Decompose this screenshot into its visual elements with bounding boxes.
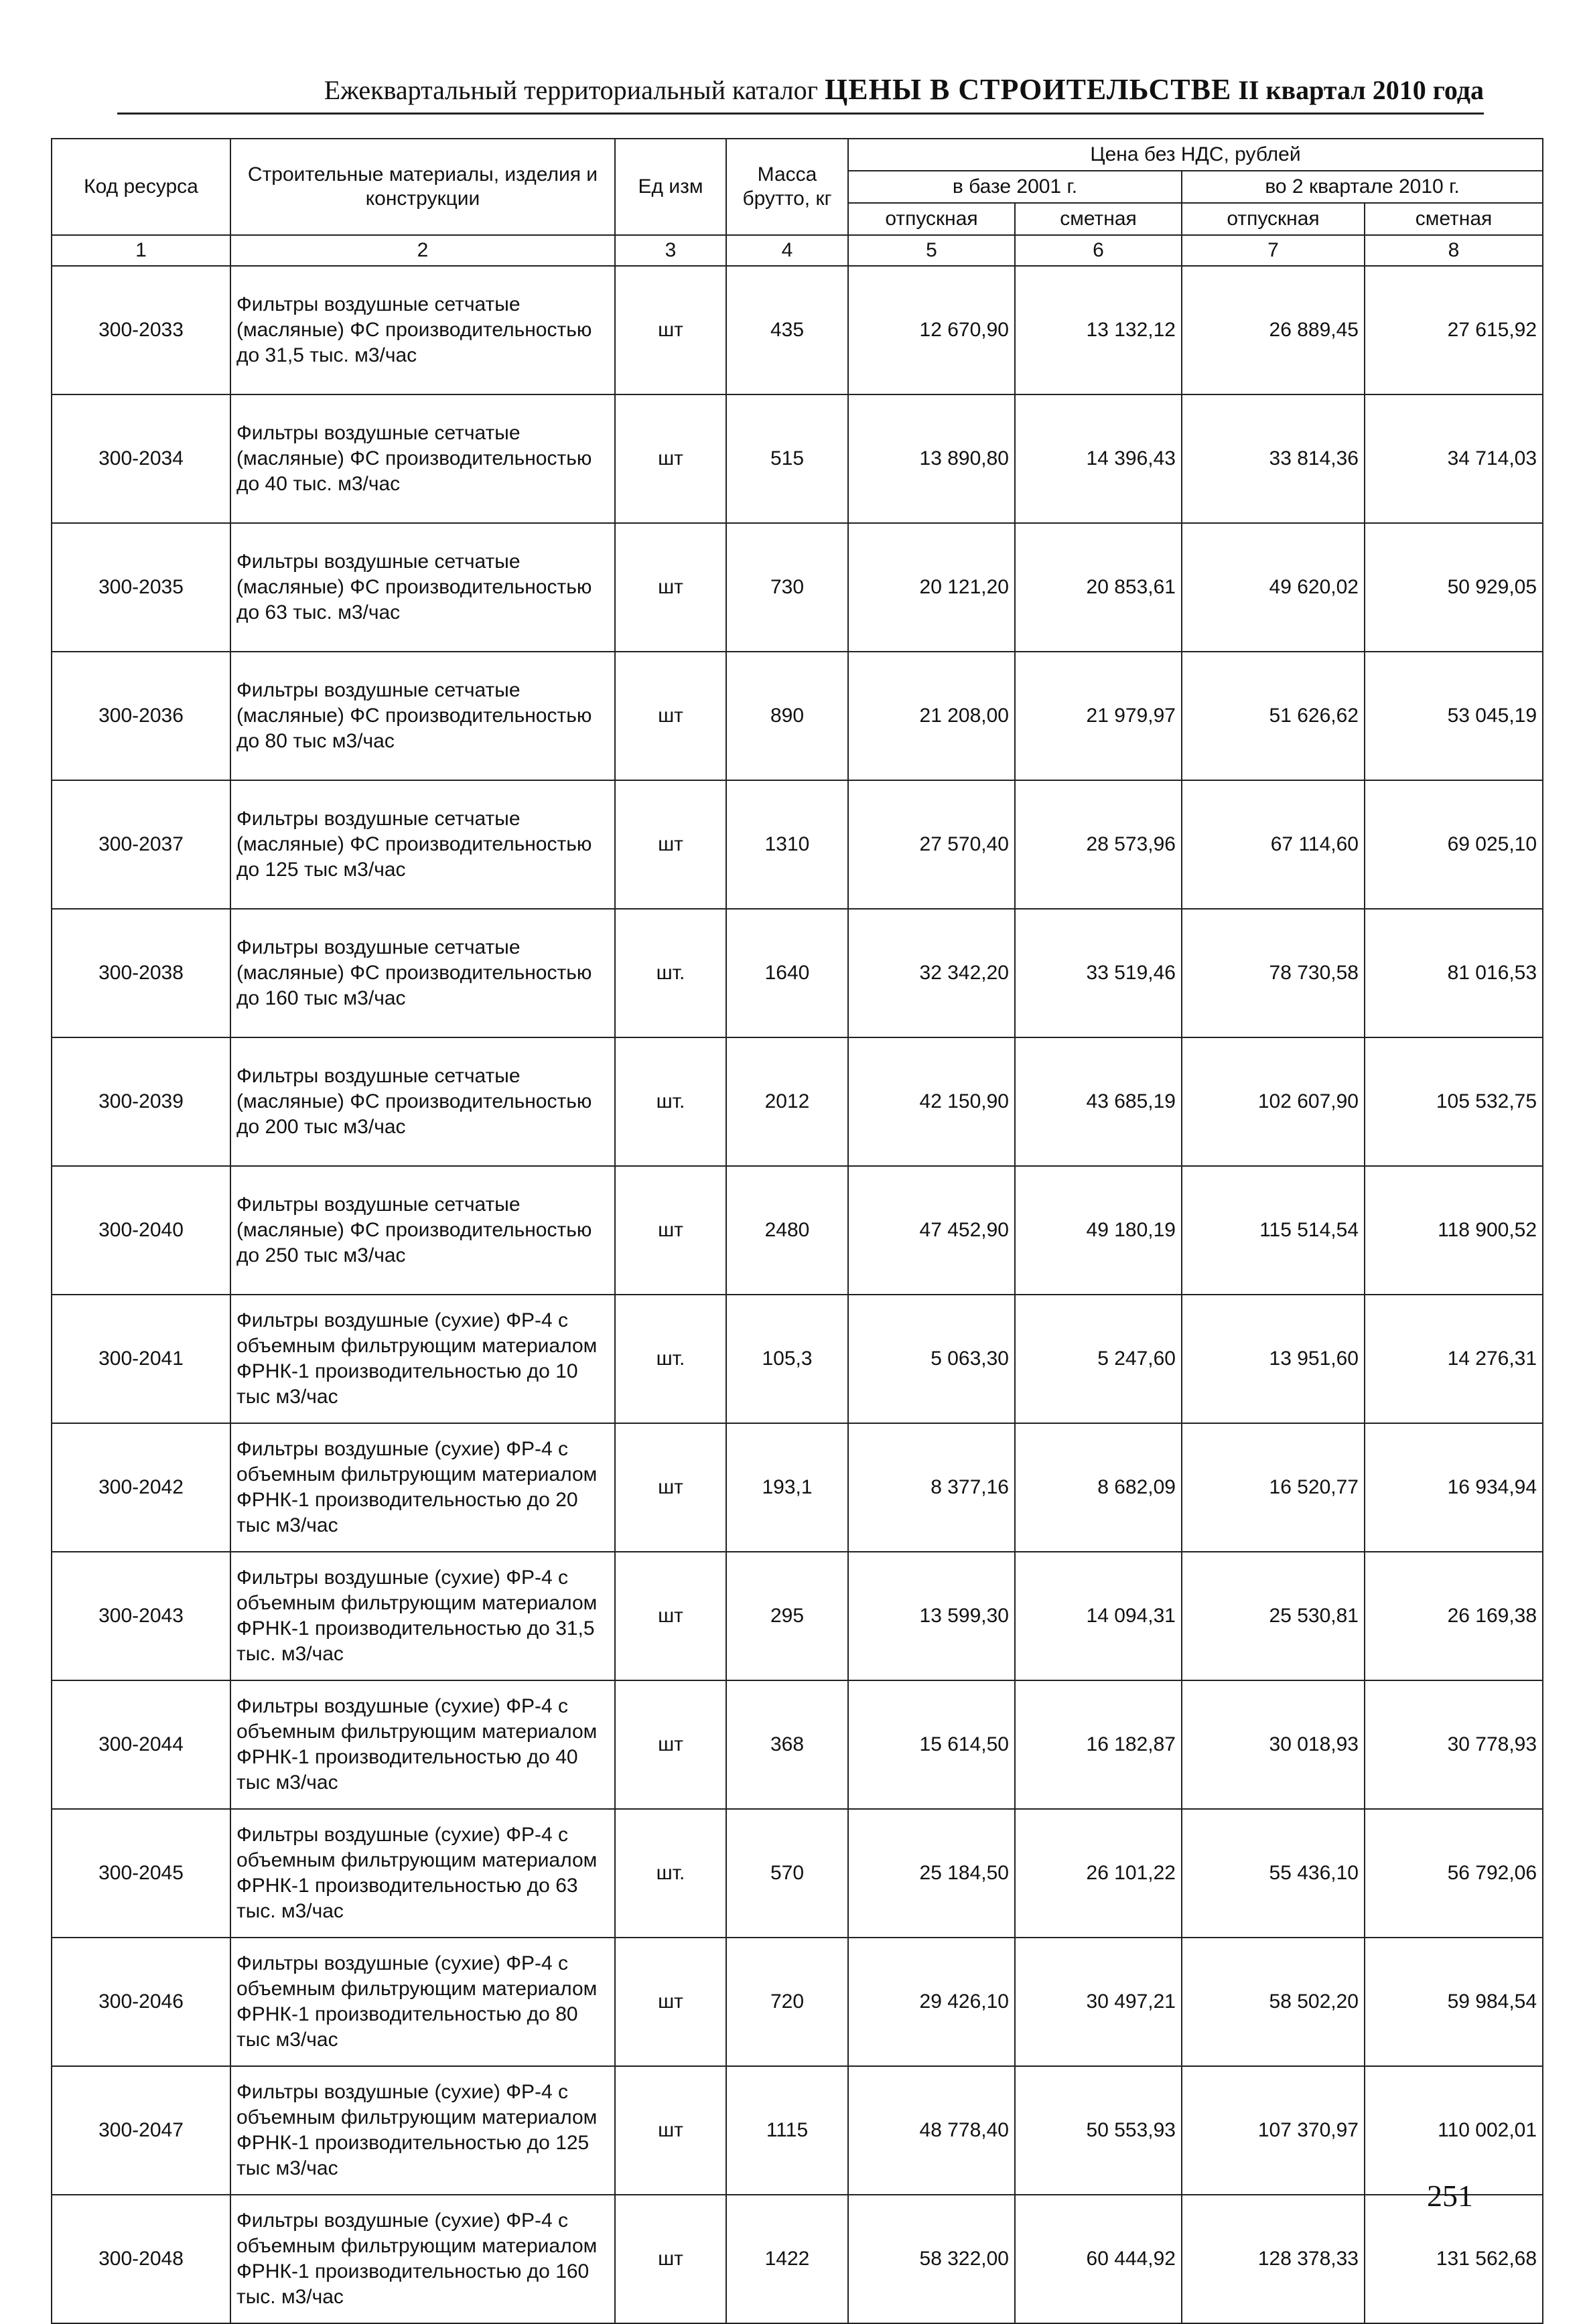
mass-cell: 2012	[726, 1037, 848, 1166]
header-unit: Ед изм	[615, 139, 726, 235]
table-row	[52, 266, 1543, 394]
material-name: Фильтры воздушные (сухие) ФР-4 с объемным фильтрующим материалом ФРНК-1 производительностью до 31,5 тыс. м3/час	[230, 1552, 615, 1680]
mass-cell: 295	[726, 1552, 848, 1680]
mass-cell: 368	[726, 1680, 848, 1809]
table-row	[52, 1295, 1543, 1423]
price-2010-estimate: 27 615,92	[1365, 266, 1543, 394]
mass-cell: 1640	[726, 909, 848, 1037]
price-2001-estimate: 33 519,46	[1015, 909, 1182, 1037]
price-2010-release: 13 951,60	[1182, 1295, 1365, 1423]
header-divider	[117, 113, 1484, 115]
header-price-group: Цена без НДС, рублей	[848, 139, 1543, 171]
price-2001-release: 58 322,00	[848, 2195, 1015, 2323]
price-2001-estimate: 50 553,93	[1015, 2066, 1182, 2195]
price-2010-estimate: 131 562,68	[1365, 2195, 1543, 2323]
resource-code: 300-2039	[52, 1037, 230, 1166]
price-2010-estimate: 69 025,10	[1365, 780, 1543, 909]
price-2001-estimate: 60 444,92	[1015, 2195, 1182, 2323]
material-name: Фильтры воздушные сетчатые (масляные) ФС производительностью до 40 тыс. м3/час	[230, 394, 615, 523]
price-2001-estimate: 26 101,22	[1015, 1809, 1182, 1938]
price-2001-estimate: 13 132,12	[1015, 266, 1182, 394]
price-2010-release: 67 114,60	[1182, 780, 1365, 909]
price-table	[51, 138, 1543, 2324]
price-2010-release: 115 514,54	[1182, 1166, 1365, 1295]
price-2001-release: 21 208,00	[848, 652, 1015, 780]
price-2010-release: 128 378,33	[1182, 2195, 1365, 2323]
unit-cell: шт.	[615, 909, 726, 1037]
price-2001-estimate: 28 573,96	[1015, 780, 1182, 909]
header-prefix: Ежеквартальный территориальный каталог	[324, 75, 819, 105]
price-2010-release: 78 730,58	[1182, 909, 1365, 1037]
column-number: 8	[1365, 235, 1543, 266]
price-2010-estimate: 118 900,52	[1365, 1166, 1543, 1295]
price-2010-estimate: 59 984,54	[1365, 1938, 1543, 2066]
material-name: Фильтры воздушные (сухие) ФР-4 с объемным фильтрующим материалом ФРНК-1 производительностью до 160 тыс. м3/час	[230, 2195, 615, 2323]
mass-cell: 720	[726, 1938, 848, 2066]
resource-code: 300-2045	[52, 1809, 230, 1938]
unit-cell: шт	[615, 1423, 726, 1552]
price-2010-estimate: 16 934,94	[1365, 1423, 1543, 1552]
resource-code: 300-2038	[52, 909, 230, 1037]
mass-cell: 515	[726, 394, 848, 523]
table-row	[52, 1680, 1543, 1809]
table-row	[52, 780, 1543, 909]
table-row	[52, 1809, 1543, 1938]
header-code: Код ресурса	[52, 139, 230, 235]
price-2001-release: 47 452,90	[848, 1166, 1015, 1295]
unit-cell: шт.	[615, 1295, 726, 1423]
unit-cell: шт	[615, 523, 726, 652]
header-base-2001: в базе 2001 г.	[848, 171, 1182, 203]
unit-cell: шт	[615, 394, 726, 523]
column-number: 5	[848, 235, 1015, 266]
price-2010-release: 30 018,93	[1182, 1680, 1365, 1809]
mass-cell: 1310	[726, 780, 848, 909]
price-2001-estimate: 49 180,19	[1015, 1166, 1182, 1295]
price-2010-estimate: 81 016,53	[1365, 909, 1543, 1037]
price-2010-release: 55 436,10	[1182, 1809, 1365, 1938]
table-row	[52, 2195, 1543, 2323]
price-2010-estimate: 110 002,01	[1365, 2066, 1543, 2195]
price-2010-release: 49 620,02	[1182, 523, 1365, 652]
price-2001-release: 25 184,50	[848, 1809, 1015, 1938]
unit-cell: шт.	[615, 1809, 726, 1938]
price-2001-estimate: 16 182,87	[1015, 1680, 1182, 1809]
price-2001-estimate: 8 682,09	[1015, 1423, 1182, 1552]
catalog-header	[117, 72, 1484, 106]
price-2010-estimate: 53 045,19	[1365, 652, 1543, 780]
mass-cell: 1422	[726, 2195, 848, 2323]
unit-cell: шт.	[615, 1037, 726, 1166]
column-number: 2	[230, 235, 615, 266]
header-name: Строительные материалы, изделия и конструкции	[230, 139, 615, 235]
header-2001-release: отпускная	[848, 203, 1015, 235]
header-2010-estimate: сметная	[1365, 203, 1543, 235]
resource-code: 300-2034	[52, 394, 230, 523]
price-2001-estimate: 20 853,61	[1015, 523, 1182, 652]
mass-cell: 730	[726, 523, 848, 652]
price-2001-estimate: 43 685,19	[1015, 1037, 1182, 1166]
resource-code: 300-2036	[52, 652, 230, 780]
price-2010-estimate: 14 276,31	[1365, 1295, 1543, 1423]
price-2010-estimate: 30 778,93	[1365, 1680, 1543, 1809]
material-name: Фильтры воздушные (сухие) ФР-4 с объемным фильтрующим материалом ФРНК-1 производительностью до 80 тыс м3/час	[230, 1938, 615, 2066]
price-2010-estimate: 50 929,05	[1365, 523, 1543, 652]
mass-cell: 105,3	[726, 1295, 848, 1423]
table-row	[52, 1037, 1543, 1166]
resource-code: 300-2048	[52, 2195, 230, 2323]
table-row	[52, 1166, 1543, 1295]
price-2010-estimate: 56 792,06	[1365, 1809, 1543, 1938]
material-name: Фильтры воздушные сетчатые (масляные) ФС производительностью до 250 тыс м3/час	[230, 1166, 615, 1295]
price-2001-estimate: 5 247,60	[1015, 1295, 1182, 1423]
unit-cell: шт	[615, 266, 726, 394]
price-2010-release: 26 889,45	[1182, 266, 1365, 394]
resource-code: 300-2042	[52, 1423, 230, 1552]
material-name: Фильтры воздушные сетчатые (масляные) ФС производительностью до 80 тыс м3/час	[230, 652, 615, 780]
price-2001-estimate: 21 979,97	[1015, 652, 1182, 780]
unit-cell: шт	[615, 652, 726, 780]
material-name: Фильтры воздушные сетчатые (масляные) ФС производительностью до 200 тыс м3/час	[230, 1037, 615, 1166]
price-2010-release: 58 502,20	[1182, 1938, 1365, 2066]
resource-code: 300-2041	[52, 1295, 230, 1423]
price-2001-release: 32 342,20	[848, 909, 1015, 1037]
material-name: Фильтры воздушные (сухие) ФР-4 с объемным фильтрующим материалом ФРНК-1 производительностью до 125 тыс м3/час	[230, 2066, 615, 2195]
column-number: 7	[1182, 235, 1365, 266]
price-2010-release: 16 520,77	[1182, 1423, 1365, 1552]
material-name: Фильтры воздушные (сухие) ФР-4 с объемным фильтрующим материалом ФРНК-1 производительностью до 40 тыс м3/час	[230, 1680, 615, 1809]
mass-cell: 1115	[726, 2066, 848, 2195]
resource-code: 300-2046	[52, 1938, 230, 2066]
column-number-row	[52, 235, 1543, 266]
column-number: 4	[726, 235, 848, 266]
header-period: II квартал 2010 года	[1238, 75, 1484, 105]
resource-code: 300-2040	[52, 1166, 230, 1295]
unit-cell: шт	[615, 1938, 726, 2066]
price-2001-release: 42 150,90	[848, 1037, 1015, 1166]
price-2010-release: 51 626,62	[1182, 652, 1365, 780]
material-name: Фильтры воздушные сетчатые (масляные) ФС производительностью до 160 тыс м3/час	[230, 909, 615, 1037]
material-name: Фильтры воздушные (сухие) ФР-4 с объемным фильтрующим материалом ФРНК-1 производительностью до 10 тыс м3/час	[230, 1295, 615, 1423]
page-number: 251	[1427, 2179, 1473, 2213]
unit-cell: шт	[615, 2066, 726, 2195]
price-2010-release: 25 530,81	[1182, 1552, 1365, 1680]
price-2010-estimate: 34 714,03	[1365, 394, 1543, 523]
unit-cell: шт	[615, 1680, 726, 1809]
price-2001-release: 13 599,30	[848, 1552, 1015, 1680]
mass-cell: 2480	[726, 1166, 848, 1295]
price-2001-release: 29 426,10	[848, 1938, 1015, 2066]
price-2001-release: 12 670,90	[848, 266, 1015, 394]
resource-code: 300-2044	[52, 1680, 230, 1809]
table-row	[52, 394, 1543, 523]
price-2001-release: 5 063,30	[848, 1295, 1015, 1423]
column-number: 6	[1015, 235, 1182, 266]
price-2001-release: 15 614,50	[848, 1680, 1015, 1809]
price-2001-release: 27 570,40	[848, 780, 1015, 909]
mass-cell: 570	[726, 1809, 848, 1938]
material-name: Фильтры воздушные сетчатые (масляные) ФС производительностью до 31,5 тыс. м3/час	[230, 266, 615, 394]
table-row	[52, 523, 1543, 652]
price-2010-release: 33 814,36	[1182, 394, 1365, 523]
material-name: Фильтры воздушные сетчатые (масляные) ФС производительностью до 63 тыс. м3/час	[230, 523, 615, 652]
material-name: Фильтры воздушные (сухие) ФР-4 с объемным фильтрующим материалом ФРНК-1 производительностью до 20 тыс м3/час	[230, 1423, 615, 1552]
table-row	[52, 1938, 1543, 2066]
table-row	[52, 652, 1543, 780]
price-2001-release: 13 890,80	[848, 394, 1015, 523]
price-2001-estimate: 14 396,43	[1015, 394, 1182, 523]
table-row	[52, 1552, 1543, 1680]
header-title: ЦЕНЫ В СТРОИТЕЛЬСТВЕ	[825, 73, 1232, 106]
price-2001-estimate: 14 094,31	[1015, 1552, 1182, 1680]
column-number: 1	[52, 235, 230, 266]
header-q2-2010: во 2 квартале 2010 г.	[1182, 171, 1543, 203]
price-2001-release: 8 377,16	[848, 1423, 1015, 1552]
table-row	[52, 1423, 1543, 1552]
price-2001-estimate: 30 497,21	[1015, 1938, 1182, 2066]
material-name: Фильтры воздушные (сухие) ФР-4 с объемным фильтрующим материалом ФРНК-1 производительностью до 63 тыс. м3/час	[230, 1809, 615, 1938]
table-row	[52, 2066, 1543, 2195]
mass-cell: 435	[726, 266, 848, 394]
price-2010-release: 107 370,97	[1182, 2066, 1365, 2195]
price-2010-estimate: 105 532,75	[1365, 1037, 1543, 1166]
mass-cell: 193,1	[726, 1423, 848, 1552]
unit-cell: шт	[615, 1552, 726, 1680]
header-2010-release: отпускная	[1182, 203, 1365, 235]
price-2001-release: 20 121,20	[848, 523, 1015, 652]
column-number: 3	[615, 235, 726, 266]
resource-code: 300-2037	[52, 780, 230, 909]
resource-code: 300-2033	[52, 266, 230, 394]
price-2010-release: 102 607,90	[1182, 1037, 1365, 1166]
resource-code: 300-2035	[52, 523, 230, 652]
material-name: Фильтры воздушные сетчатые (масляные) ФС производительностью до 125 тыс м3/час	[230, 780, 615, 909]
resource-code: 300-2043	[52, 1552, 230, 1680]
price-2010-estimate: 26 169,38	[1365, 1552, 1543, 1680]
table-row	[52, 909, 1543, 1037]
mass-cell: 890	[726, 652, 848, 780]
header-2001-estimate: сметная	[1015, 203, 1182, 235]
price-2001-release: 48 778,40	[848, 2066, 1015, 2195]
unit-cell: шт	[615, 2195, 726, 2323]
unit-cell: шт	[615, 780, 726, 909]
resource-code: 300-2047	[52, 2066, 230, 2195]
unit-cell: шт	[615, 1166, 726, 1295]
header-mass: Масса брутто, кг	[726, 139, 848, 235]
